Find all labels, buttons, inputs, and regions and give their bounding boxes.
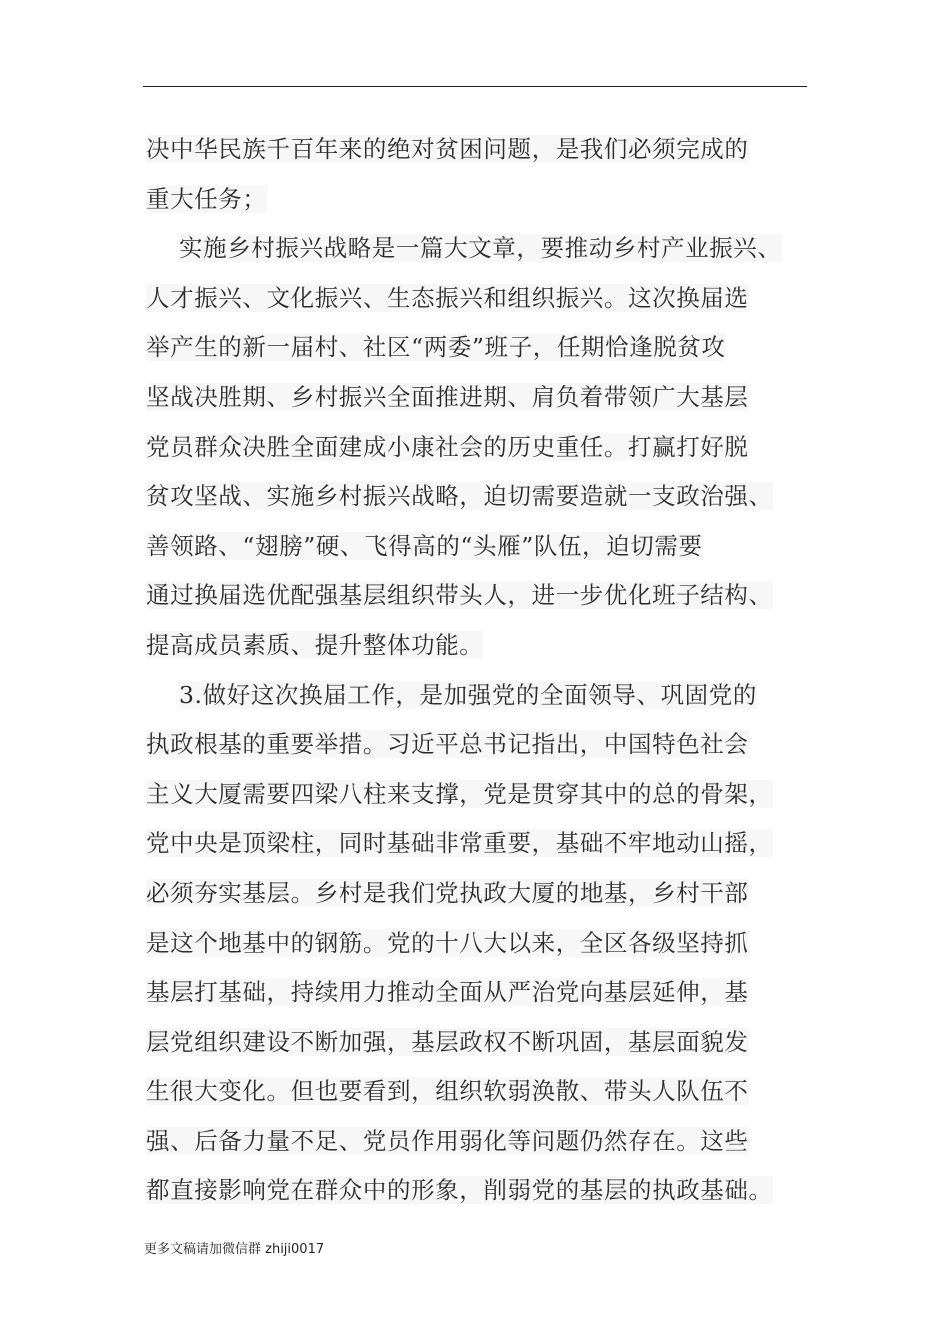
text-line: 人才振兴、文化振兴、生态振兴和组织振兴。这次换届选 [146,283,749,312]
text-line: 是这个地基中的钢筋。党的十八大以来，全区各级坚持抓 [146,928,749,957]
text-line: 基层打基础，持续用力推动全面从严治党向基层延伸，基 [146,978,749,1007]
text-line: 实施乡村振兴战略是一篇大文章，要推动乡村产业振兴、 [179,234,782,263]
text-line: 举产生的新一届村、社区“两委”班子，任期恰逢脱贫攻 [146,333,726,362]
text-line: 都直接影响党在群众中的形象，削弱党的基层的执政基础。 [146,1176,773,1205]
text-line: 3.做好这次换届工作，是加强党的全面领导、巩固党的 [179,680,757,709]
text-line: 党员群众决胜全面建成小康社会的历史重任。打赢打好脱 [146,432,749,461]
footer-note: 更多文稿请加微信群 zhiji0017 [144,1242,325,1257]
text-line: 强、后备力量不足、党员作用弱化等问题仍然存在。这些 [146,1126,749,1155]
header-rule [143,86,807,87]
text-line: 决中华民族千百年来的绝对贫困问题，是我们必须完成的 [146,135,749,163]
text-line: 执政根基的重要举措。习近平总书记指出，中国特色社会 [146,730,749,759]
document-body [146,125,826,1216]
text-line: 坚战决胜期、乡村振兴全面推进期、肩负着带领广大基层 [146,382,749,411]
text-line: 贫攻坚战、实施乡村振兴战略，迫切需要造就一支政治强、 [146,482,773,511]
text-line: 提高成员素质、提升整体功能。 [146,630,484,659]
text-line: 重大任务； [146,184,267,213]
text-line: 主义大厦需要四梁八柱来支撑，党是贯穿其中的总的骨架， [146,779,773,808]
text-line: 善领路、“翅膀”硬、飞得高的“头雁”队伍，迫切需要 [146,531,703,560]
text-line: 生很大变化。但也要看到，组织软弱涣散、带头人队伍不 [146,1077,749,1106]
text-line: 层党组织建设不断加强，基层政权不断巩固，基层面貌发 [146,1027,749,1056]
text-line: 通过换届选优配强基层组织带头人，进一步优化班子结构、 [146,581,773,610]
text-line: 必须夯实基层。乡村是我们党执政大厦的地基，乡村干部 [146,878,749,907]
text-line: 党中央是顶梁柱，同时基础非常重要，基础不牢地动山摇， [146,829,773,858]
